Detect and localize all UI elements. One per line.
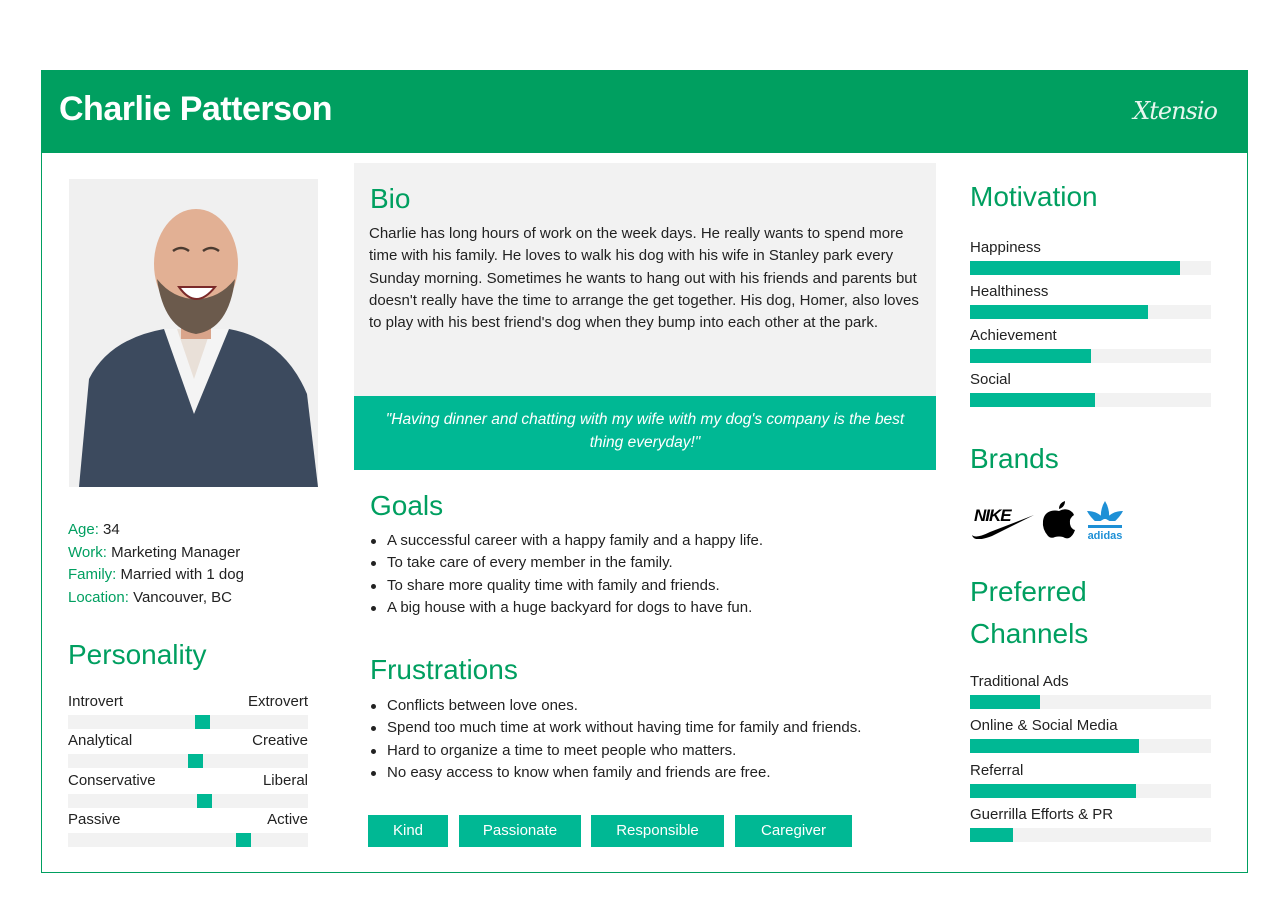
adidas-trefoil-icon [1082,499,1128,546]
trait-slider-knob [197,794,212,808]
trait-slider-track [68,754,308,768]
meter-label: Achievement [970,327,1057,344]
list-item: Conflicts between love ones. [370,695,930,717]
meter-track [970,784,1211,798]
meter-track [970,695,1211,709]
location-label: Location: [68,588,129,606]
apple-icon [1042,501,1076,544]
meter-label: Online & Social Media [970,717,1118,734]
meter-label: Guerrilla Efforts & PR [970,806,1114,823]
meter-label: Happiness [970,239,1041,256]
meter-track [970,305,1211,319]
list-item: To share more quality time with family and friends. [370,575,930,597]
frustrations-list [370,695,930,785]
meter-label: Referral [970,762,1024,779]
family-value: Married with 1 dog [120,566,244,583]
family-label: Family: [68,566,117,583]
trait-right-label: Extrovert [247,693,308,710]
age-row [68,519,244,542]
frustrations-title: Frustrations [370,654,518,685]
list-item: No easy access to know when family and friends are free. [370,762,930,784]
persona-info [68,519,244,609]
work-label: Work: [68,543,107,561]
work-value: Marketing Manager [111,543,241,561]
meter-fill [970,261,1180,275]
trait-left-label: Analytical [68,732,133,749]
trait-slider-knob [195,715,210,729]
channels-title-line2: Channels [970,618,1089,649]
meter-track [970,349,1211,363]
age-label: Age: [68,521,99,538]
list-item: A big house with a huge backyard for dogs to have fun. [370,597,930,619]
xtensio-logo: Xtensio [1133,97,1217,125]
channels-title-line1: Preferred [970,576,1087,607]
trait-right-label: Liberal [262,772,308,789]
work-row [68,542,244,565]
meter-fill [970,393,1095,407]
bio-text: Charlie has long hours of work on the week days. He really wants to spend more time with his family. He loves to walk his dog with his wife in Stanley park every Sunday morning. Sometimes he wants to hang out with his friends and parents but doesn't really have the time to arrange the get together. His dog, Homer, also loves to play with his best friend's dog when they bump into each other at the park. [369,225,919,332]
list-item: Hard to organize a time to meet people who matters. [370,740,930,762]
meter-label: Healthiness [970,283,1049,300]
trait-slider-track [68,715,308,729]
channels-title [970,571,1088,655]
meter-label: Social [970,371,1011,388]
meter-track [970,828,1211,842]
trait-slider-track [68,833,308,847]
persona-header [42,71,1247,153]
trait-slider-knob [188,754,203,768]
meter-track [970,739,1211,753]
list-item: Spend too much time at work without having time for family and friends. [370,717,930,739]
bio-title: Bio [370,183,411,214]
persona-quote: "Having dinner and chatting with my wife with my dog's company is the best thing everyday!" [354,396,936,470]
goals-title: Goals [370,490,444,521]
meter-fill [970,349,1091,363]
age-value: 34 [103,521,120,538]
tag-passionate: Passionate [459,815,581,847]
meter-fill [970,739,1139,753]
tag-kind: Kind [368,815,448,847]
meter-fill [970,784,1136,798]
location-row [68,587,244,610]
trait-right-label: Creative [252,732,308,749]
location-value: Vancouver, BC [133,588,233,606]
meter-track [970,261,1211,275]
personality-title: Personality [68,639,207,670]
meter-track [970,393,1211,407]
family-row [68,564,244,587]
list-item: A successful career with a happy family and a happy life. [370,530,930,552]
list-item: To take care of every member in the family. [370,552,930,574]
motivation-title: Motivation [970,181,1098,212]
goals-list [370,530,930,620]
trait-left-label: Passive [68,811,121,828]
persona-card [41,70,1248,873]
meter-fill [970,695,1040,709]
meter-fill [970,828,1013,842]
trait-slider-knob [236,833,251,847]
trait-left-label: Introvert [68,693,124,710]
svg-text:NIKE: NIKE [974,506,1011,525]
persona-photo [69,179,318,487]
tag-responsible: Responsible [591,815,724,847]
trait-left-label: Conservative [68,772,156,789]
meter-fill [970,305,1148,319]
persona-name: Charlie Patterson [59,90,333,128]
tag-caregiver: Caregiver [735,815,852,847]
trait-slider-track [68,794,308,808]
nike-swoosh-icon [970,505,1036,544]
trait-right-label: Active [267,811,308,828]
meter-label: Traditional Ads [970,673,1069,690]
svg-text:adidas: adidas [1087,530,1123,541]
brands-title: Brands [970,443,1059,474]
